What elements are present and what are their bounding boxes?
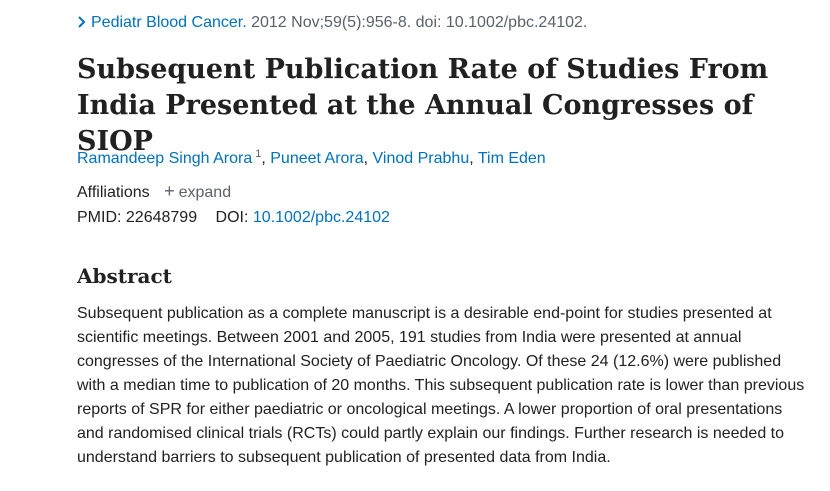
affiliations-label: Affiliations xyxy=(77,184,150,201)
author-link[interactable]: Vinod Prabhu xyxy=(372,150,470,167)
journal-link[interactable]: Pediatr Blood Cancer. xyxy=(91,14,247,31)
chevron-right-icon xyxy=(77,12,91,34)
author-separator: , xyxy=(469,150,478,167)
article-title: Subsequent Publication Rate of Studies From India Presented at the Annual Congresses of SIOP xyxy=(77,54,769,157)
abstract-heading: Abstract xyxy=(77,264,172,288)
affiliation-ref[interactable]: 1 xyxy=(255,148,262,160)
plus-icon: + xyxy=(164,181,175,201)
author-list xyxy=(77,143,546,170)
affiliations-row xyxy=(77,180,231,204)
author-link[interactable]: Tim Eden xyxy=(477,150,546,167)
doi-label: DOI: xyxy=(215,209,249,226)
affiliations-expand-button[interactable] xyxy=(164,181,232,201)
pmid-value: 22648799 xyxy=(125,209,198,226)
pmid-label: PMID: xyxy=(77,209,122,226)
identifiers-row xyxy=(77,207,390,229)
abstract-text: Subsequent publication as a complete manuscript is a desirable end-point for studies presented at scientific meetings. Between 2001 and 2005, 191 studies from India were presented at annual congresses of the International Society of Paediatric Oncology. Of these 24 (12.6%) were published with a median time to publication of 20 months. This subsequent publication rate is lower than previous reports of SPR for either paediatric or oncological meetings. A lower proportion of oral presentations and randomised clinical trials (RCTs) could partly explain our findings. Further research is needed to understand barriers to subsequent publication of presented data from India. xyxy=(77,305,805,466)
journal-citation xyxy=(77,12,587,34)
expand-label: expand xyxy=(178,184,232,201)
author-link[interactable]: Ramandeep Singh Arora xyxy=(77,150,253,167)
citation-details: 2012 Nov;59(5):956-8. doi: 10.1002/pbc.24102. xyxy=(251,14,588,31)
author-separator: , xyxy=(363,150,373,167)
doi-link[interactable]: 10.1002/pbc.24102 xyxy=(252,209,390,226)
author-separator: , xyxy=(261,150,271,167)
author-link[interactable]: Puneet Arora xyxy=(270,150,364,167)
